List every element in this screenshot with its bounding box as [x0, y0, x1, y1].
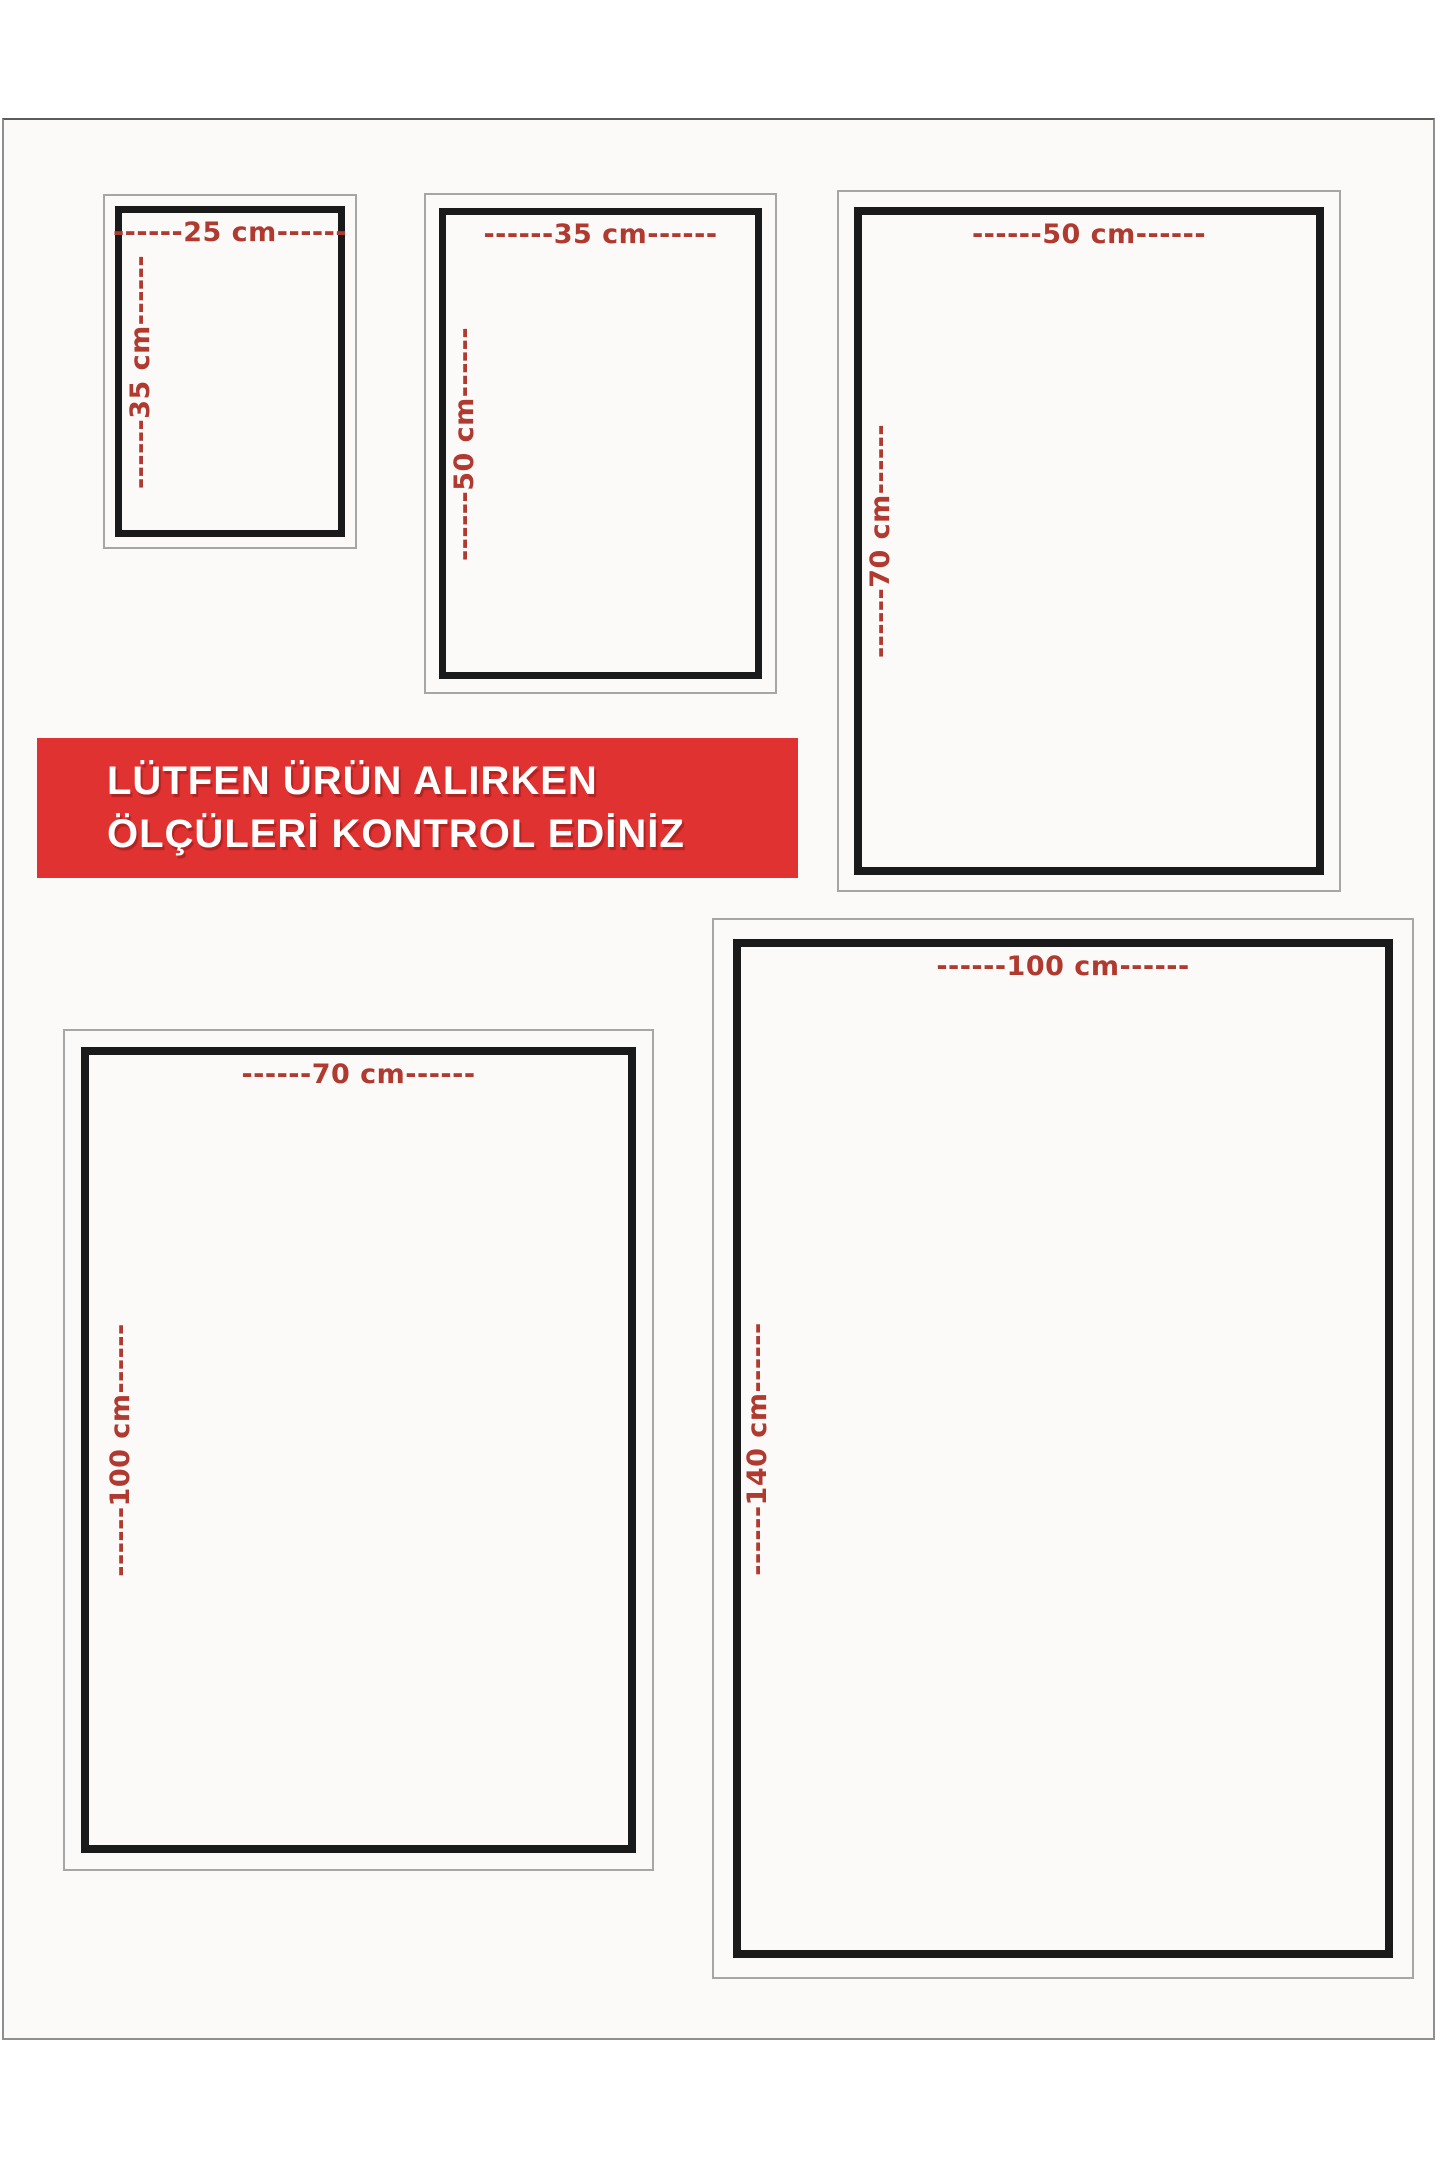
width-dimension-label: ------70 cm------	[241, 1059, 476, 1090]
notice-banner	[37, 738, 798, 878]
height-dimension-label: ------100 cm------	[105, 1323, 136, 1577]
frame-50x70	[854, 207, 1324, 875]
height-dimension-label: ------35 cm------	[125, 254, 156, 489]
size-box-25x35	[103, 194, 357, 549]
height-dimension-label: ------50 cm------	[449, 326, 480, 561]
notice-banner-line2: ÖLÇÜLERİ KONTROL EDİNİZ	[107, 812, 685, 856]
width-dimension-label: ------100 cm------	[936, 951, 1190, 982]
size-box-100x140	[712, 918, 1414, 1979]
width-dimension-label: ------50 cm------	[971, 219, 1207, 250]
height-dimension-label: ------70 cm------	[865, 423, 896, 659]
frame-100x140	[733, 939, 1393, 1958]
size-box-70x100	[63, 1029, 654, 1871]
frame-35x50	[439, 208, 762, 679]
frame-70x100	[81, 1047, 636, 1853]
width-dimension-label: ------35 cm------	[483, 219, 718, 250]
height-dimension-label: ------140 cm------	[742, 1321, 773, 1576]
size-box-50x70	[837, 190, 1341, 892]
width-dimension-label: ------25 cm------	[112, 217, 348, 248]
notice-banner-line1: LÜTFEN ÜRÜN ALIRKEN	[107, 759, 598, 803]
frame-25x35	[112, 206, 348, 537]
size-box-35x50	[424, 193, 777, 694]
